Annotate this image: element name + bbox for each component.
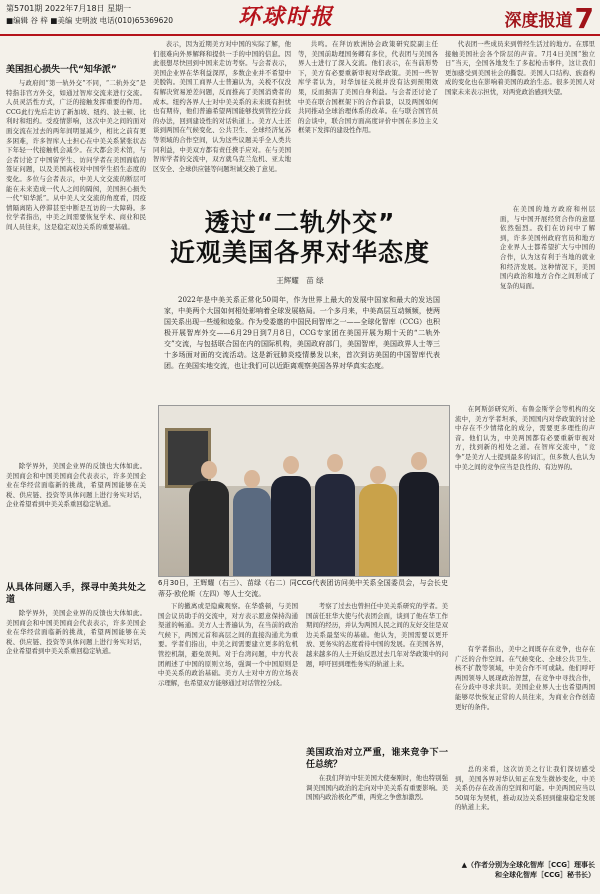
- column-4-mid-text: 在阿斯彭研究所、布鲁金斯学会等机构的交流中，美方学者坦承，美国国内对华政策的讨论中存在不少情绪化的成分，需要更多理性的声音。他们认为，中美两国都有必要重新审视对方，找到新的相处之道。在智库交流中，“竞争”是美方人士提到最多的词汇，但多数人也认为中美之间的竞争应当是良性的、有边界的。: [455, 405, 595, 471]
- byline: 王辉耀 苗 绿: [276, 276, 324, 285]
- person-3: [271, 476, 311, 576]
- column-2: [153, 40, 291, 205]
- masthead: [0, 0, 600, 36]
- person-6: [399, 472, 439, 576]
- column-2-text: 表示，因为近期美方对中国的实际了解，他们很难向外界解释和提供一手的中国的信息。因此很想尽快回到中国来走访考察。与会者表示，美国企业界在华利益深厚，多数企业并不希望中美脱钩。美国工商界人士普遍认为，关税不仅没有解决贸易逆差问题，反而推高了美国消费者的成本。纽约各界人士对中美关系的未来既有担忧也有期待，他们普遍希望两国能够找到管控分歧的办法，回到建设性的对话轨道上。美方人士还谈到两国在气候变化、公共卫生、全球经济复苏等领域的合作空间，认为这些议题关乎全人类共同利益，中美双方都有责任携手应对。在与美国智库学者的交流中，双方就乌克兰危机、亚太地区安全、全球供应链等问题坦诚交换了意见。: [153, 40, 291, 173]
- column-4-lower-text: 有学者指出，美中之间既存在竞争，也存在广泛的合作空间。在气候变化、全球公共卫生、核不扩散等领域，中美合作不可或缺。他们呼吁两国领导人展现政治智慧，在竞争中寻找合作，在分歧中寻求共识。美国企业界人士也希望两国能够尽快恢复正常的人员往来，为商业合作创造更好的条件。: [455, 645, 595, 711]
- issue-number: 第5701期: [6, 4, 43, 13]
- column-1-text: 与政府间“第一轨外交”不同，“二轨外交”是特指非官方外交，如通过智库交流来进行交流。人员灵活性方式，广泛的接触发挥重要的作用。CCG此行先后走访了新加坡、纽约、波士顿、比利时和纽约。受疫情影响，这次中美之间的面对面交流在过去的两年间明显减少，相比之前有更多困难，许多智库人士担心在中美关系紧张状态下年轻一代接触机会减少。在大都会美术馆，与会者讨论了中国留学生、访问学者在美国面临的签证问题，以及美国高校对中国学生招生态度的变化。多位与会者表示，中美人文交流的断层可能在未来造成一代人之间的隔阂，美国担心损失一代“知华派”。从中美人文交流的角度看，因疫情隔离陷入停滞甚至中断是互访的一大障碍。多位学者指出，中美之间需要恢复学术、商业和民间人员往来，这是稳定双边关系的重要基础。: [6, 79, 146, 231]
- person-5: [359, 484, 397, 576]
- person-4: [315, 474, 355, 576]
- lede: [164, 295, 440, 372]
- column-3-bottom: [306, 745, 448, 891]
- photo-wall-frame: [165, 428, 211, 488]
- column-3: [298, 40, 438, 205]
- subhead-3: 美国政治对立严重，谁来竞争下一任总统？: [306, 748, 448, 770]
- editor-name: 谷 梓: [30, 16, 48, 25]
- page-number: 7: [574, 2, 594, 35]
- column-4-side-text: 在美国的地方政府和州层面，与中国开展经贸合作的意愿依然强烈。我们在访问中了解到，许多美国州政府官员和地方企业界人士都希望扩大与中国的合作，认为这有利于当地的就业和经济发展。这种情况下，美国国内政治和地方合作之间形成了复杂的局面。: [500, 205, 595, 290]
- column-3-bottom-text: 在我们拜访中驻美国大使秦刚时，他也特别强调美国国内政治的走向对中美关系有重要影响。美国国内政治极化严重，两党之争愈加激烈。: [306, 774, 448, 802]
- column-3-lower-text: 考察了过去也曾担任中美关系研究的学者。美国前任驻华大使与代表团会面，谈到了他在华工作期间的经历，并认为两国人民之间的友好交往是双边关系最坚实的基础。他认为，美国需要以更开放、更务实的态度看待中国的发展。在美国各界，越来越多的人士开始反思过去几年对华政策中的问题，呼吁回到理性务实的轨道上来。: [306, 602, 448, 668]
- column-4-lower: [455, 645, 595, 765]
- column-2-lower: [158, 602, 298, 892]
- headline-line-2: 近观美国各界对华态度: [169, 238, 430, 267]
- issue-date: 2022年7月18日: [44, 4, 105, 13]
- subhead-2: 从具体问题入手，探寻中美共处之道: [6, 583, 146, 605]
- column-4-side: [500, 205, 595, 405]
- issue-weekday: 星期一: [107, 4, 132, 13]
- author-note: ▲（作者分别为全球化智库［CCG］理事长和全球化智库［CCG］秘书长）: [461, 861, 595, 879]
- designer-label: ■美编: [50, 16, 73, 25]
- person-6-head: [411, 452, 427, 470]
- person-3-head: [283, 456, 299, 474]
- column-3-text: 共鸣。在拜访欧洲协会政策研究院副主任等，美国前助理国务卿有多位，代表团与美国各界人士进行了深入交流。他们表示，在当前形势下，美方有必要重新审视对华政策。美国一些智库学者认为，对华加征关税并没有达到预期效果，反而损害了美国自身利益。与会者还讨论了中美在联合国框架下的合作前景，以及两国如何共同推动全球治理体系的改革。在与联合国官员的会谈中，联合国方面高度评价中国在多边主义框架下发挥的建设性作用。: [298, 40, 438, 135]
- person-2: [233, 488, 271, 576]
- column-4: [445, 40, 595, 205]
- column-4-bottom: [455, 765, 595, 860]
- column-3-lower: [306, 602, 448, 742]
- column-2-lower-text: 下的撤离或是隐藏观察。在华盛顿，与美国国会议员助手的交流中，对方表示愿意保持沟通渠道的畅通。美方人士普遍认为，在当前的政治气候下，两国元首和高层之间的直接沟通尤为重要。学者们指出，中美之间需要建立更多的危机管控机制，避免误判。对于台湾问题，中方代表团阐述了中国的原则立场，强调一个中国原则是中美关系的政治基础。美方人士对中方的立场表示理解，也希望双方能够通过对话管控分歧。: [158, 602, 298, 687]
- column-1-mid-text: 除学界外，美国企业界的反馈也大体如此。美国商会和中国美国商会代表表示，许多美国企业在华经营面临新的挑战，希望两国能够在关税、供应链、投资等具体问题上进行务实对话，企业希望看到中美关系重回稳定轨道。: [6, 462, 146, 509]
- issue-info: [6, 3, 173, 27]
- column-1-mid: [6, 462, 146, 578]
- person-2-head: [244, 470, 260, 488]
- column-1-lower-text: 除学界外，美国企业界的反馈也大体如此。美国商会和中国美国商会代表表示，许多美国企业在华经营面临新的挑战，希望两国能够在关税、供应链、投资等具体问题上进行务实对话，企业希望看到中美关系重回稳定轨道。: [6, 609, 146, 656]
- editor-label: ■编辑: [6, 16, 29, 25]
- phone-label: 电话(010)65369620: [99, 16, 173, 25]
- section-title: [505, 2, 594, 35]
- person-1: [189, 481, 229, 576]
- column-4-mid: [455, 405, 595, 645]
- lede-text: 2022年是中美关系正常化50周年，作为世界上最大的发展中国家和最大的发达国家，中美两个大国如何相处影响着全球发展格局。一个多月来，中美高层互动频频，使两国关系出现一些缓和迹象。作为受委邀的中国民间智库之一——全球化智库（CCG）也积极开展智库外交——6月29日到7月8日，CCG专家团在美国开展为期十天的“二轨外交”交流，与包括联合国在内的国际机构，美国政府部门，美国智库，美国政界人士等三十多场面对面的交流活动。这是新冠肺炎疫情暴发以来，首次到访美国的中国智库代表团。在美国实地交流，也让我们可以近距离观察美国各界对华真实态度。: [164, 296, 440, 370]
- section-name: 深度报道: [504, 11, 573, 31]
- person-5-head: [370, 466, 386, 484]
- person-4-head: [327, 454, 343, 472]
- person-1-head: [201, 461, 217, 479]
- column-1-lower: [6, 580, 146, 890]
- column-4-bottom-text: 总的来看，这次访美之行让我们深切感受到，美国各界对华认知正在发生微妙变化，中美关系仍存在改善的空间和可能。中美两国应当以50周年为契机，推动双边关系回到健康稳定发展的轨道上来。: [455, 765, 595, 812]
- designer-name: 史明波: [74, 16, 98, 25]
- headline-line-1: 透过“二轨外交”: [204, 208, 396, 237]
- photo-caption: 6月30日，王辉耀（右三）、苗绿（右二）同CCG代表团访问美中关系全国委员会，与会长史蒂芬·欧伦斯（左四）等人士交流。: [158, 579, 448, 598]
- subhead-1: 美国担心损失一代“知华派”: [6, 65, 117, 75]
- headline: [150, 208, 450, 268]
- newspaper-logo: 环球时报: [238, 4, 335, 30]
- column-1: [6, 62, 146, 462]
- group-photo: [158, 405, 450, 577]
- column-4-text: 代表团一些成员来到曾经生活过的地方。在那里接触美国社会各个阶层的声音。7月4日美国“独立日”当天，全国各地发生了多起枪击事件，这让我们更加感受到美国社会的撕裂。美国人口结构、族裔构成的变化也在影响着美国的政治生态。很多美国人对国家未来表示担忧，对两党政治感到失望。: [445, 40, 595, 96]
